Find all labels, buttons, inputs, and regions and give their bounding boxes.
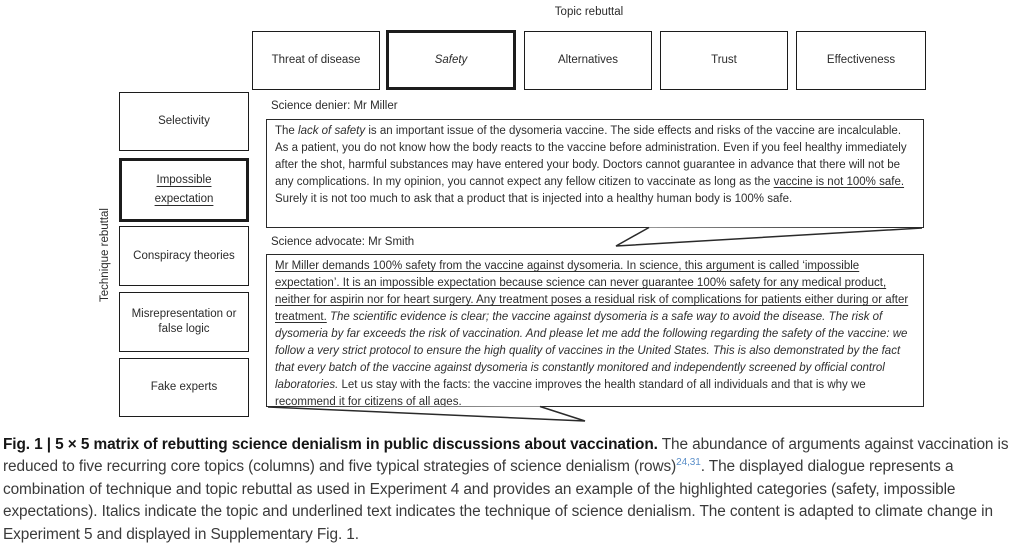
- technique-label: Misrepresentation or false logic: [131, 308, 237, 335]
- denier-speaker-label: Science denier: Mr Miller: [271, 100, 398, 112]
- caption-body: The abundance of arguments against vaccination is reduced to five recurring core topics (columns) and five typical strategies of science denialism (rows): [3, 436, 1009, 476]
- topic-box-effectiveness: [796, 31, 926, 90]
- figure-caption: [3, 434, 1022, 546]
- advocate-speaker-label: Science advocate: Mr Smith: [271, 236, 415, 248]
- technique-box-selectivity: [119, 92, 249, 151]
- topic-box-safety: [386, 30, 516, 90]
- technique-label: Fake experts: [150, 381, 218, 393]
- topic-box-alternatives: [524, 31, 652, 90]
- denier-text-segment-technique: vaccine is not 100% safe.: [773, 176, 905, 188]
- technique-axis-label: Technique rebuttal: [99, 208, 111, 302]
- technique-label: Conspiracy theories: [133, 249, 235, 262]
- topic-label: Threat of disease: [271, 54, 361, 66]
- topic-box-trust: [660, 31, 788, 90]
- topic-label: Trust: [711, 54, 737, 66]
- denier-text-segment: is an important issue of the dysomeria vaccine. The side effects and risks of the vaccine are incalculable. As a patient, you do not know how the body reacts to the vaccine before administration. Even if you feel healthy immediately after the shot, harmful substances may have entered your body. Doctors cannot guarantee in advance that there will not be any complications. In my opinion, you cannot expect any fellow citizen to vaccinate as long as the: [275, 125, 907, 188]
- advocate-text-segment: Let us stay with the facts: the vaccine improves the health standard of all individuals and that is why we recommend it for citizens of all ages.: [275, 379, 866, 407]
- advocate-speech-box: [266, 254, 924, 407]
- caption-title: Fig. 1 | 5 × 5 matrix of rebutting science denialism in public discussions about vaccination.: [3, 436, 658, 453]
- denier-text-segment-topic: lack of safety: [298, 125, 366, 137]
- topic-label: Effectiveness: [826, 54, 896, 66]
- technique-label: Impossible expectation: [154, 174, 214, 205]
- technique-box-misrepresentation: [119, 292, 249, 352]
- topic-box-threat-of-disease: [252, 31, 380, 90]
- topic-axis-label: Topic rebuttal: [554, 6, 624, 18]
- advocate-speech-tail: [268, 407, 585, 422]
- caption-body: . The displayed dialogue represents a combination of technique and topic rebuttal as used in Experiment 4 and provides an example of the highlighted categories (safety, impossible expectations). Italics indicate the topic and underlined text indicates the technique of science denialism. The content is adapted to climate change in Experiment 5 and displayed in Supplementary Fig. 1.: [3, 458, 993, 543]
- technique-box-impossible-expectation: [119, 158, 249, 222]
- denier-text-segment: The: [275, 125, 299, 137]
- topic-label: Safety: [434, 53, 468, 66]
- denier-text-segment: Surely it is not too much to ask that a product that is injected into a healthy human body is 100% safe.: [275, 193, 793, 205]
- technique-box-fake-experts: [119, 358, 249, 417]
- technique-box-conspiracy-theories: [119, 226, 249, 286]
- advocate-text-segment-topic: The scientific evidence is clear; the vaccine against dysomeria is a safe way to avoid the disease. The risk of dysomeria by far exceeds the risk of vaccination. And please let me add the following regarding the safety of the vaccine: we follow a very strict protocol to ensure the high quality of vaccines in the United States. This is also demonstrated by the fact that every batch of the vaccine against dysomeria is constantly monitored and independently screened by official control laboratories.: [275, 311, 908, 391]
- caption-reference-link[interactable]: 24,31: [676, 457, 701, 469]
- technique-label: Selectivity: [158, 115, 210, 127]
- denier-speech-tail: [616, 228, 922, 247]
- topic-label: Alternatives: [557, 54, 619, 66]
- advocate-text-segment-technique: Mr Miller demands 100% safety from the vaccine against dysomeria. In science, this argument is called ‘impossible expectation’. It is an impossible expectation because science can never guarantee 100% safety for any medical product, neither for aspirin nor for heart surgery. Any treatment poses a residual risk of complications for patients either during or after treatment.: [275, 260, 909, 323]
- denier-speech-box: [266, 119, 924, 228]
